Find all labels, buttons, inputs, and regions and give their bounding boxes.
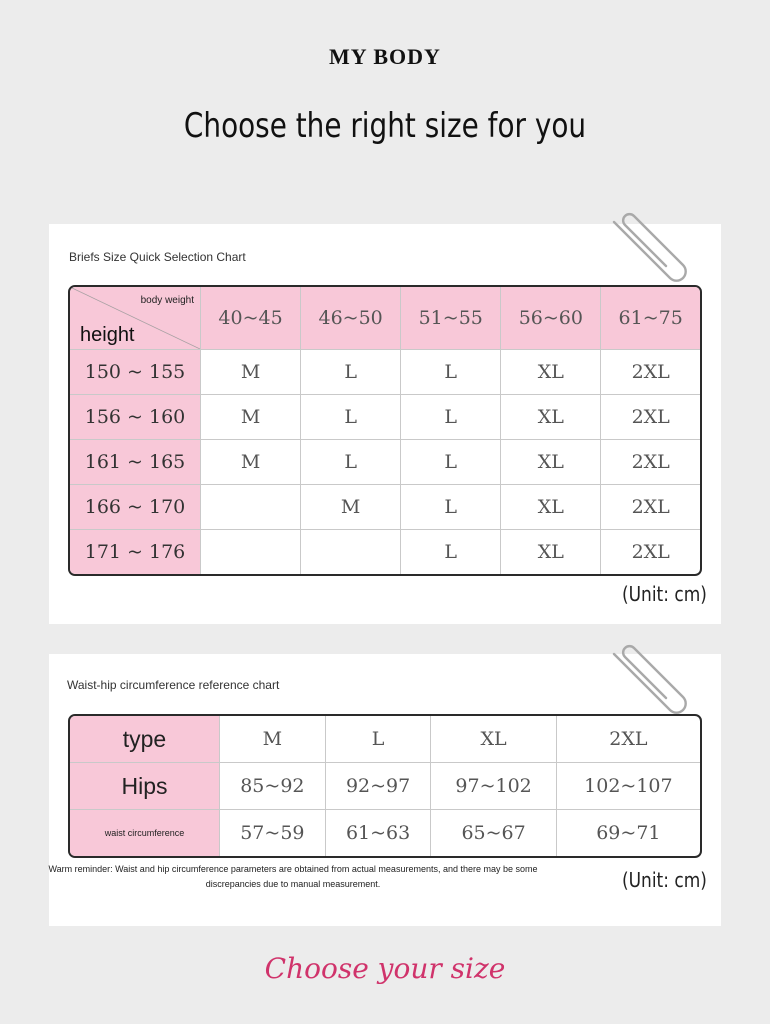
brand-title: MY BODY bbox=[329, 44, 441, 69]
size-cell: L bbox=[301, 440, 401, 485]
size-cell: XL bbox=[501, 440, 601, 485]
table-row bbox=[70, 395, 700, 440]
size-header: L bbox=[326, 716, 432, 763]
hips-cell: 97~102 bbox=[431, 763, 556, 810]
warm-reminder bbox=[43, 862, 543, 892]
size-cell: XL bbox=[501, 350, 601, 395]
page-headline: Choose the right size for you bbox=[183, 106, 587, 146]
size-cell: M bbox=[201, 440, 301, 485]
briefs-size-table bbox=[68, 285, 702, 576]
weight-col-header: 40~45 bbox=[201, 287, 301, 350]
type-label: type bbox=[70, 716, 220, 763]
table-row bbox=[70, 530, 700, 574]
waist-hip-chart-title: Waist-hip circumference reference chart bbox=[67, 678, 280, 692]
weight-col-header: 46~50 bbox=[301, 287, 401, 350]
size-cell: XL bbox=[501, 395, 601, 440]
height-row-label: 166 ~ 170 bbox=[70, 485, 201, 530]
size-cell: L bbox=[401, 485, 501, 530]
height-row-label: 150 ~ 155 bbox=[70, 350, 201, 395]
weight-col-header: 51~55 bbox=[401, 287, 501, 350]
table-row bbox=[70, 350, 700, 395]
height-row-label: 171 ~ 176 bbox=[70, 530, 201, 574]
table-row bbox=[70, 810, 700, 856]
hips-label: Hips bbox=[70, 763, 220, 810]
size-header: XL bbox=[431, 716, 556, 763]
unit-label: (Unit: cm) bbox=[622, 868, 707, 892]
size-header: M bbox=[220, 716, 326, 763]
weight-col-header: 61~75 bbox=[601, 287, 700, 350]
size-cell: 2XL bbox=[631, 541, 670, 563]
body-weight-label: body weight bbox=[140, 295, 194, 306]
size-cell: 2XL bbox=[601, 395, 700, 440]
size-cell bbox=[301, 530, 401, 574]
weight-col-header: 56~60 bbox=[501, 287, 601, 350]
table-row bbox=[70, 763, 700, 810]
size-cell: L bbox=[401, 395, 501, 440]
size-cell: M bbox=[301, 485, 401, 530]
size-cell bbox=[201, 530, 301, 574]
size-cell: 2XL bbox=[601, 485, 700, 530]
waist-cell: 61~63 bbox=[326, 810, 432, 856]
size-cell: L bbox=[301, 395, 401, 440]
waist-cell: 65~67 bbox=[431, 810, 556, 856]
size-cell: L bbox=[401, 530, 501, 574]
size-cell: M bbox=[201, 395, 301, 440]
table-row bbox=[70, 485, 700, 530]
hips-cell: 92~97 bbox=[326, 763, 432, 810]
waist-label: waist circumference bbox=[70, 810, 220, 856]
size-cell: XL bbox=[501, 530, 601, 574]
size-cell: L bbox=[401, 440, 501, 485]
size-cell: L bbox=[401, 350, 501, 395]
height-label: height bbox=[80, 324, 135, 346]
waist-hip-table bbox=[68, 714, 702, 858]
paperclip-icon bbox=[604, 644, 688, 722]
table-row bbox=[70, 716, 700, 763]
size-cell: XL bbox=[501, 485, 601, 530]
hips-cell: 102~107 bbox=[557, 763, 700, 810]
size-cell: 2XL bbox=[601, 350, 700, 395]
reminder-line: Warm reminder: Waist and hip circumference parameters are obtained from actual measurements, and there may be some bbox=[48, 864, 538, 874]
reminder-line: discrepancies due to manual measurement. bbox=[205, 879, 381, 889]
footer-script-text: Choose your size bbox=[264, 952, 506, 985]
waist-cell: 69~71 bbox=[596, 822, 661, 844]
size-cell: L bbox=[301, 350, 401, 395]
height-row-label: 156 ~ 160 bbox=[70, 395, 201, 440]
size-cell bbox=[201, 485, 301, 530]
hips-cell: 85~92 bbox=[220, 763, 326, 810]
table-row bbox=[70, 440, 700, 485]
size-cell: 2XL bbox=[601, 440, 700, 485]
unit-label: (Unit: cm) bbox=[622, 582, 707, 606]
briefs-chart-title: Briefs Size Quick Selection Chart bbox=[69, 250, 246, 264]
waist-cell: 57~59 bbox=[220, 810, 326, 856]
size-header: 2XL bbox=[557, 716, 700, 763]
table-corner-cell bbox=[70, 287, 201, 350]
height-row-label: 161 ~ 165 bbox=[70, 440, 201, 485]
size-cell: M bbox=[201, 350, 301, 395]
paperclip-icon bbox=[604, 212, 688, 290]
